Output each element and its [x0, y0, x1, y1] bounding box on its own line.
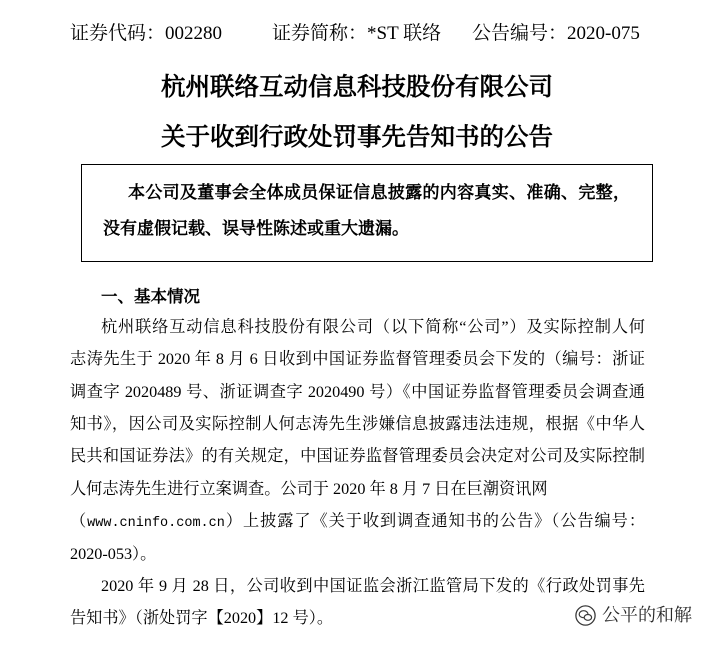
paragraph-line-url [70, 505, 645, 537]
section-body [70, 311, 645, 635]
stock-code: 证券代码：002280 [70, 23, 223, 44]
paragraph-line: 民共和国证券法》的有关规定，中国证券监督管理委员会决定对公司及实际控制 [70, 447, 645, 466]
section-heading: 一、基本情况 [101, 287, 200, 306]
watermark-text: 公平的和解 [602, 605, 692, 625]
company-title: 杭州联络互动信息科技股份有限公司 [161, 74, 553, 101]
paren-open: （ [70, 512, 88, 531]
wechat-icon-bubble [584, 614, 591, 620]
paragraph-line: 知书》，因公司及实际控制人何志涛先生涉嫌信息披露违法违规，根据《中华人 [70, 414, 645, 433]
paragraph-line: 人何志涛先生进行立案调查。公司于 2020 年 8 月 7 日在巨潮资讯网 [70, 479, 548, 498]
disclaimer-line: 本公司及董事会全体成员保证信息披露的内容真实、准确、完整， [128, 183, 630, 202]
watermark [575, 604, 692, 626]
website-url: www.cninfo.com.cn [87, 516, 225, 532]
paragraph-line: 2020 年 9 月 28 日，公司收到中国证监会浙江监管局下发的《行政处罚事先 [101, 576, 645, 595]
announcement-number: 公告编号：2020-075 [472, 23, 640, 44]
disclaimer-box [81, 164, 653, 262]
stock-abbreviation: 证券简称：*ST 联络 [272, 23, 442, 44]
paragraph [70, 311, 645, 570]
line-remainder: ）上披露了《关于收到调查通知书的公告》（公告编号： [224, 512, 646, 531]
paragraph-line: 志涛先生于 2020 年 8 月 6 日收到中国证券监督管理委员会下发的（编号：浙证 [70, 350, 645, 369]
announcement-title: 关于收到行政处罚事先告知书的公告 [161, 124, 553, 151]
paragraph [70, 570, 645, 635]
paragraph-line: 调查字 2020489 号、浙证调查字 2020490 号）《中国证券监督管理委员会调查通 [70, 382, 645, 401]
paragraph-line: 告知书》（浙处罚字【2020】12 号）。 [70, 609, 334, 628]
paragraph-line: 杭州联络互动信息科技股份有限公司（以下简称“公司”）及实际控制人何 [101, 317, 645, 336]
paragraph-line: 2020-053）。 [70, 544, 157, 563]
wechat-icon [575, 605, 596, 626]
disclaimer-line: 没有虚假记载、误导性陈述或重大遗漏。 [103, 219, 409, 238]
